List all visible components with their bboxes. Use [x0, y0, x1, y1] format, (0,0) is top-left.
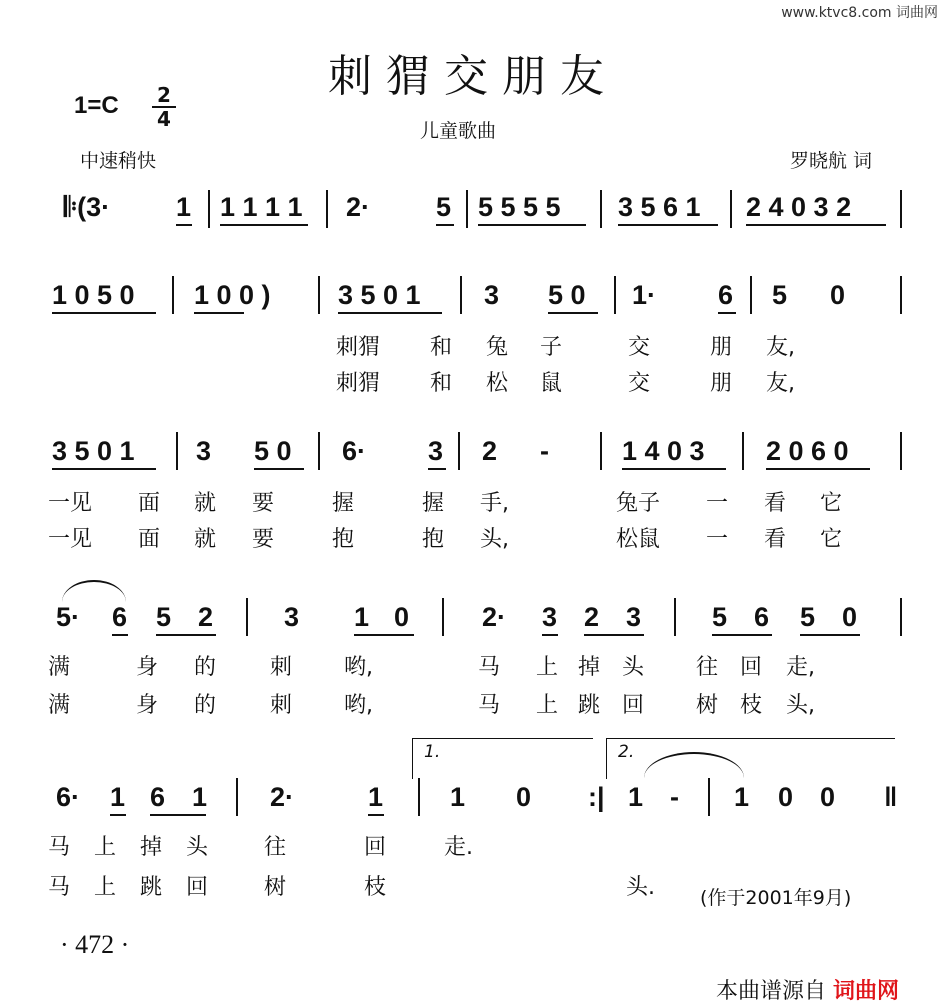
- lyric: 看: [764, 491, 787, 516]
- lyrics-row-4: [0, 650, 946, 720]
- underline: [254, 468, 304, 470]
- underline: [766, 468, 870, 470]
- lyric: 友,: [766, 335, 795, 360]
- barline: [708, 778, 710, 816]
- lyric: 哟,: [344, 693, 373, 718]
- note: 2: [198, 602, 214, 632]
- underline: [712, 634, 772, 636]
- lyric: 上: [94, 875, 117, 900]
- lyric: 它: [820, 491, 843, 516]
- underline: [478, 224, 586, 226]
- note: 1: [734, 782, 750, 812]
- note: 0: [842, 602, 858, 632]
- watermark-bottom-brand[interactable]: 词曲网: [833, 979, 900, 1004]
- barline: [326, 190, 328, 228]
- underline: [220, 224, 308, 226]
- volta-2-label: 2.: [618, 742, 635, 762]
- note: 5: [800, 602, 816, 632]
- barline: [318, 276, 320, 314]
- barline: [176, 432, 178, 470]
- lyric: 马: [478, 655, 501, 680]
- note: 2·: [346, 192, 371, 222]
- note: 2: [482, 436, 498, 466]
- note: 1: [628, 782, 644, 812]
- watermark-bottom: [716, 974, 899, 1005]
- note: 1 0 0 ): [194, 280, 271, 310]
- meter-top: 2: [157, 83, 171, 107]
- lyric: 满: [48, 693, 71, 718]
- lyric: 一见: [48, 491, 93, 516]
- lyric: 马: [478, 693, 501, 718]
- note: 5: [772, 280, 788, 310]
- underline: [52, 312, 156, 314]
- note: 2·: [270, 782, 295, 812]
- lyric: 看: [764, 527, 787, 552]
- lyric: 树: [264, 875, 287, 900]
- barline: [742, 432, 744, 470]
- note: 5 0: [254, 436, 292, 466]
- underline: [800, 634, 860, 636]
- note: 3: [484, 280, 500, 310]
- lyric: 的: [194, 693, 217, 718]
- note: 0: [820, 782, 836, 812]
- lyric: 要: [252, 527, 275, 552]
- note: 1: [368, 782, 384, 812]
- note: 1 4 0 3: [622, 436, 705, 466]
- note: 6: [718, 280, 734, 310]
- tempo-marking: 中速稍快: [80, 150, 157, 172]
- score-row-5: [48, 776, 918, 836]
- lyrics-row-3: [0, 486, 946, 556]
- barline: [600, 432, 602, 470]
- note: 0: [394, 602, 410, 632]
- meter-bottom: 4: [157, 107, 171, 131]
- lyricist-credit: 罗晓航 词: [790, 150, 873, 172]
- underline: [112, 634, 128, 636]
- song-genre: 儿童歌曲: [420, 120, 497, 142]
- lyric: 抱: [332, 527, 355, 552]
- lyric: 鼠: [540, 371, 563, 396]
- lyric: 面: [138, 491, 161, 516]
- note: 5: [712, 602, 728, 632]
- lyric: 面: [138, 527, 161, 552]
- note: 5 5 5 5: [478, 192, 561, 222]
- barline: [674, 598, 676, 636]
- score-row-4: [48, 596, 918, 656]
- note: 1: [110, 782, 126, 812]
- underline: [354, 634, 414, 636]
- underline: [110, 814, 126, 816]
- lyric: 身: [136, 655, 159, 680]
- lyric: 往: [264, 835, 287, 860]
- lyric: 手,: [480, 491, 509, 516]
- lyric: 往: [696, 655, 719, 680]
- lyric: 枝: [364, 875, 387, 900]
- lyric: 回: [364, 835, 387, 860]
- barline: [236, 778, 238, 816]
- barline: [466, 190, 468, 228]
- lyric: 身: [136, 693, 159, 718]
- underline: [428, 468, 446, 470]
- lyric: 头.: [626, 875, 655, 900]
- lyric: 一: [706, 491, 729, 516]
- time-signature: [152, 85, 176, 129]
- lyric: 兔: [486, 335, 509, 360]
- barline: [750, 276, 752, 314]
- underline: [618, 224, 718, 226]
- barline: [442, 598, 444, 636]
- lyric: 跳: [578, 693, 601, 718]
- note: 3: [284, 602, 300, 632]
- score-row-3: [48, 430, 918, 490]
- note: 0: [830, 280, 846, 310]
- underline: [368, 814, 384, 816]
- barline: [900, 432, 902, 470]
- note: 3 5 0 1: [338, 280, 421, 310]
- underline: [194, 312, 244, 314]
- lyric: 头: [622, 655, 645, 680]
- lyric: 要: [252, 491, 275, 516]
- lyric: 头,: [786, 693, 815, 718]
- lyrics-row-2: [0, 330, 946, 400]
- lyric: 它: [820, 527, 843, 552]
- note: :|: [588, 782, 605, 812]
- note: 0: [778, 782, 794, 812]
- underline: [622, 468, 726, 470]
- underline: [548, 312, 598, 314]
- lyric: 树: [696, 693, 719, 718]
- note: 5: [156, 602, 172, 632]
- lyric: 掉: [140, 835, 163, 860]
- lyric: 的: [194, 655, 217, 680]
- lyric: 满: [48, 655, 71, 680]
- lyric: 跳: [140, 875, 163, 900]
- barline: [172, 276, 174, 314]
- note: 1: [450, 782, 466, 812]
- lyric: 就: [194, 527, 217, 552]
- page-number: · 472 ·: [60, 930, 130, 959]
- lyric: 握: [422, 491, 445, 516]
- note: 2 4 0 3 2: [746, 192, 852, 222]
- lyric: 上: [536, 655, 559, 680]
- note: 1 1 1 1: [220, 192, 303, 222]
- lyric: 头,: [480, 527, 509, 552]
- lyric: 掉: [578, 655, 601, 680]
- note: ‖: [884, 782, 898, 812]
- watermark-top: www.ktvc8.com 词曲网: [781, 5, 938, 21]
- note: 3 5 6 1: [618, 192, 701, 222]
- note: 3: [196, 436, 212, 466]
- underline: [436, 224, 454, 226]
- note: 1: [176, 192, 192, 222]
- lyric: 朋: [710, 371, 733, 396]
- composition-date: (作于2001年9月): [700, 887, 852, 909]
- underline: [338, 312, 442, 314]
- barline: [900, 190, 902, 228]
- lyric: 刺猬: [336, 335, 381, 360]
- note: 3: [626, 602, 642, 632]
- lyric: 上: [94, 835, 117, 860]
- score-row-2: [48, 274, 918, 334]
- lyric: 刺: [270, 693, 293, 718]
- note: -: [670, 782, 679, 812]
- lyric: 回: [186, 875, 209, 900]
- song-title: 刺猬交朋友: [328, 51, 618, 102]
- lyric: 交: [628, 371, 651, 396]
- lyric: 和: [430, 371, 453, 396]
- lyric: 走.: [444, 835, 473, 860]
- note: 3 5 0 1: [52, 436, 135, 466]
- key-signature: 1=C: [74, 92, 119, 119]
- note: 𝄆(3·: [64, 192, 111, 222]
- note: 6: [754, 602, 770, 632]
- underline: [150, 814, 206, 816]
- underline: [746, 224, 886, 226]
- lyric: 回: [622, 693, 645, 718]
- underline: [176, 224, 192, 226]
- barline: [246, 598, 248, 636]
- lyric: 一见: [48, 527, 93, 552]
- note: 6: [112, 602, 128, 632]
- note: 1: [192, 782, 208, 812]
- note: 1 0 5 0: [52, 280, 135, 310]
- barline: [900, 276, 902, 314]
- barline: [418, 778, 420, 816]
- lyric: 朋: [710, 335, 733, 360]
- watermark-bottom-text: 本曲谱源自: [716, 979, 827, 1004]
- lyric: 交: [628, 335, 651, 360]
- lyric: 和: [430, 335, 453, 360]
- barline: [318, 432, 320, 470]
- note: 5·: [56, 602, 81, 632]
- lyric: 马: [48, 875, 71, 900]
- volta-1-label: 1.: [424, 742, 441, 762]
- lyric: 松: [486, 371, 509, 396]
- note: 3: [542, 602, 558, 632]
- lyric: 友,: [766, 371, 795, 396]
- note: 5: [436, 192, 452, 222]
- barline: [600, 190, 602, 228]
- lyric: 走,: [786, 655, 815, 680]
- barline: [458, 432, 460, 470]
- underline: [52, 468, 156, 470]
- lyric: 回: [740, 655, 763, 680]
- underline: [584, 634, 644, 636]
- lyric: 抱: [422, 527, 445, 552]
- lyric: 子: [540, 335, 563, 360]
- underline: [156, 634, 216, 636]
- lyric: 刺猬: [336, 371, 381, 396]
- score-row-1: [48, 190, 918, 250]
- lyric: 握: [332, 491, 355, 516]
- note: -: [540, 436, 549, 466]
- lyric: 兔子: [616, 491, 661, 516]
- lyric: 松鼠: [616, 527, 661, 552]
- note: 2·: [482, 602, 507, 632]
- lyric: 一: [706, 527, 729, 552]
- note: 3: [428, 436, 444, 466]
- barline: [614, 276, 616, 314]
- note: 2: [584, 602, 600, 632]
- lyric: 上: [536, 693, 559, 718]
- note: 6·: [56, 782, 81, 812]
- note: 5 0: [548, 280, 586, 310]
- note: 0: [516, 782, 532, 812]
- note: 6: [150, 782, 166, 812]
- lyric: 马: [48, 835, 71, 860]
- lyric: 头: [186, 835, 209, 860]
- lyric: 就: [194, 491, 217, 516]
- barline: [460, 276, 462, 314]
- underline: [542, 634, 558, 636]
- note: 2 0 6 0: [766, 436, 849, 466]
- underline: [718, 312, 736, 314]
- lyric: 哟,: [344, 655, 373, 680]
- note: 6·: [342, 436, 367, 466]
- note: 1·: [632, 280, 657, 310]
- note: 1: [354, 602, 370, 632]
- barline: [730, 190, 732, 228]
- barline: [900, 598, 902, 636]
- lyric: 枝: [740, 693, 763, 718]
- lyric: 刺: [270, 655, 293, 680]
- barline: [208, 190, 210, 228]
